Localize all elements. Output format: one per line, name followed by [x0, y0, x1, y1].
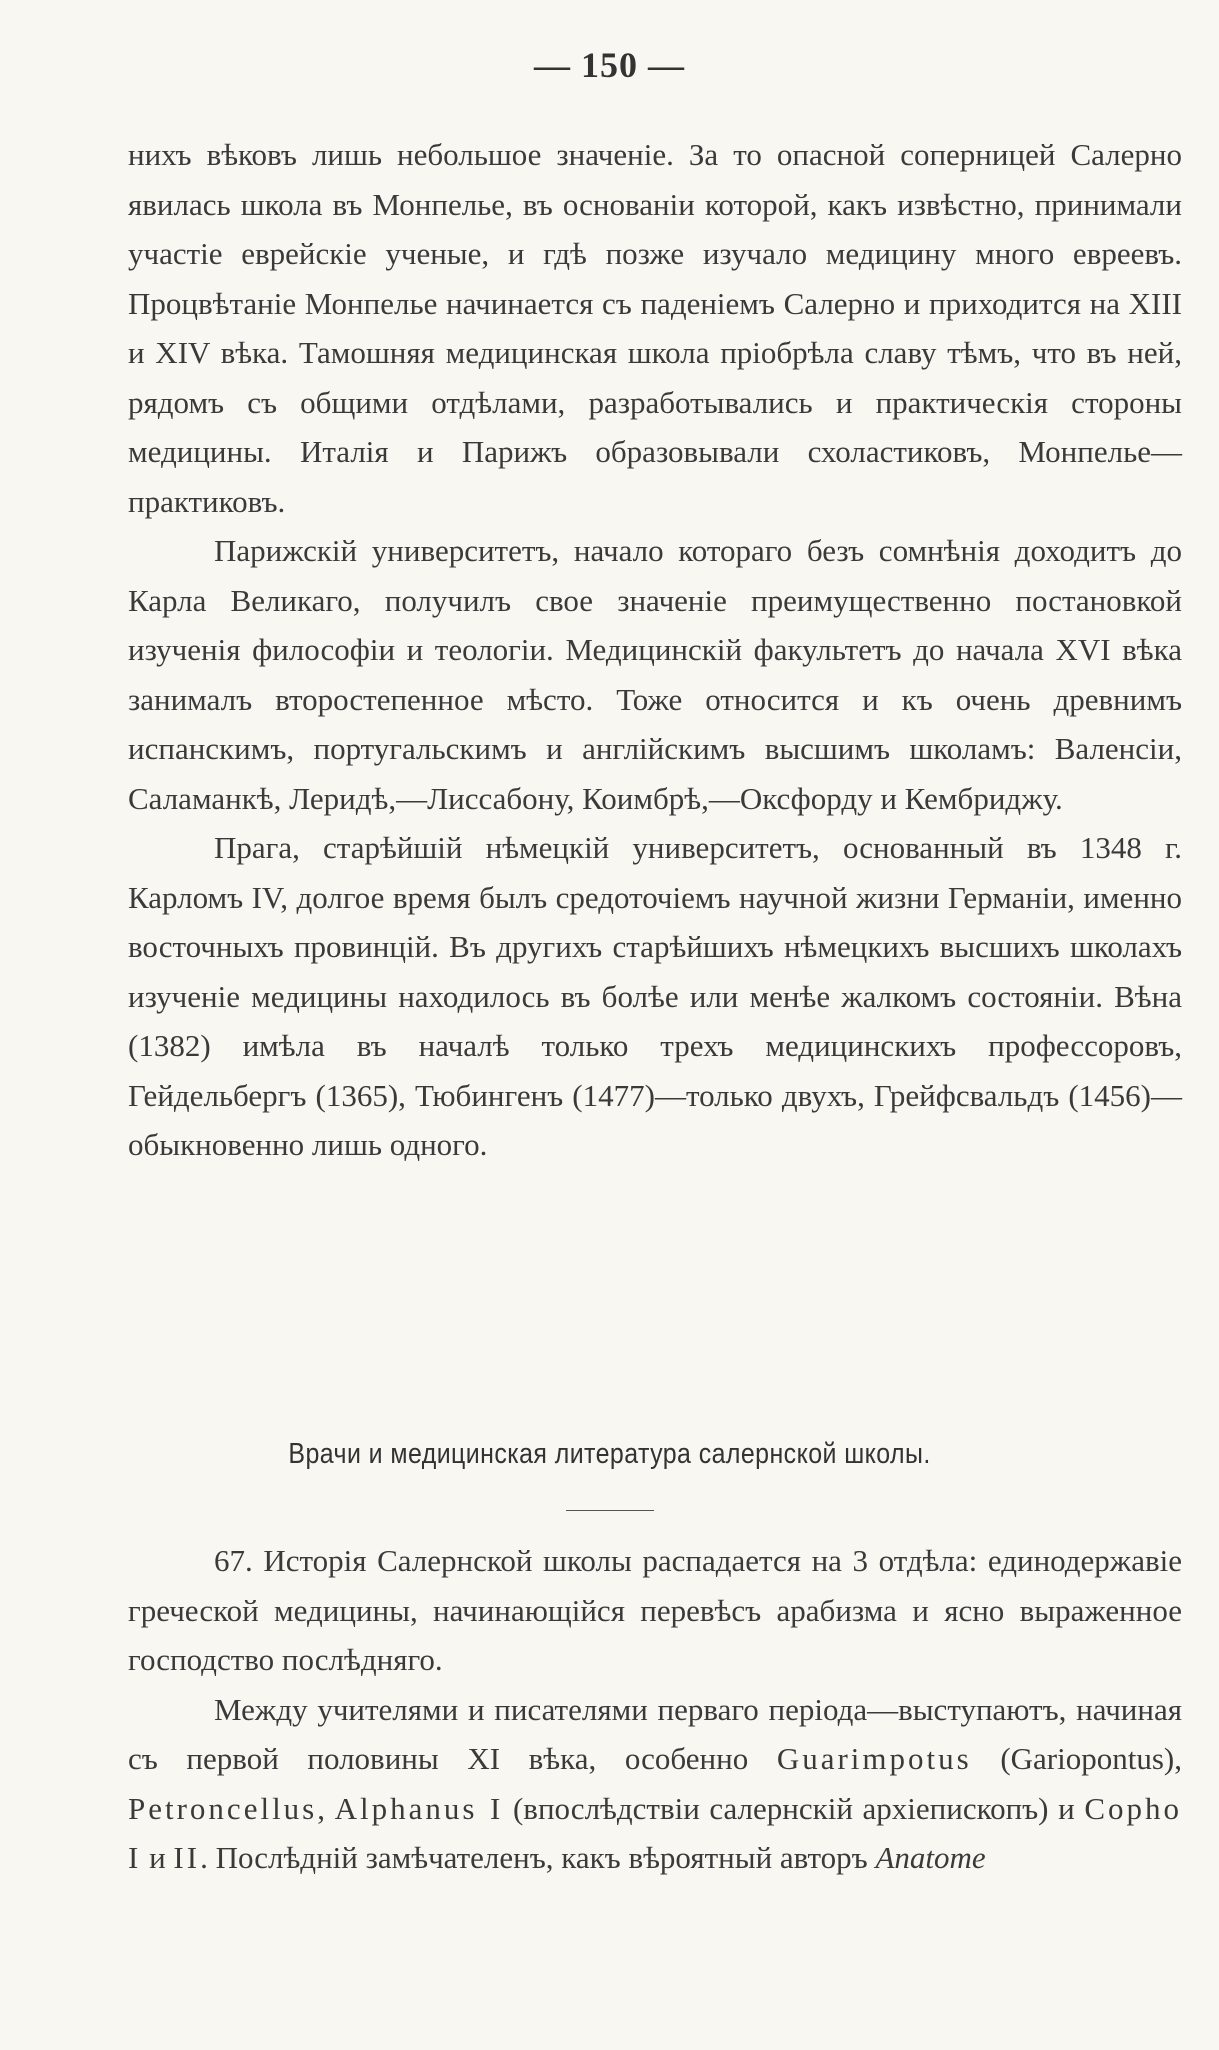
page-number: — 150 — — [534, 45, 685, 85]
paragraph-text-part: Между учителями и писателями перваго перiода—выступаютъ, начиная съ первой половины XI вѣка, особенно — [128, 1691, 1182, 1776]
work-title-anatome: Anatome — [875, 1840, 986, 1875]
heading-divider — [566, 1510, 654, 1511]
paragraph-text-part: , — [317, 1790, 335, 1826]
paragraph-67: 67. Исторiя Салернской школы распадается на 3 отдѣла: единодержавiе греческой медицины, начинающiйся перевѣсъ арабизма и ясно выраженное господство послѣдняго. — [128, 1543, 1182, 1677]
author-name-alphanus: Alphanus I — [334, 1790, 504, 1826]
body-text-top — [128, 130, 1182, 1170]
paragraph-text-part: и — [141, 1840, 174, 1875]
paragraph-text-part: (впослѣдствiи салернскiй архiепископъ) и — [503, 1790, 1085, 1826]
body-text-section — [128, 1536, 1182, 1883]
paragraph-text-part: (Gariopontus), — [971, 1741, 1182, 1776]
author-name-copho: Copho I — [128, 1790, 1183, 1875]
paragraph-continued: нихъ вѣковъ лишь небольшое значенiе. За то опасной соперницей Салерно явилась школа въ Монпелье, въ основанiи которой, какъ извѣстно, принимали участiе еврейскiе ученые, и гдѣ позже изучало медицину много евреевъ. Процвѣтанiе Монпелье начинается съ паденiемъ Салерно и приходится на XIII и XIV вѣка. Тамошняя медицинская школа прiобрѣла славу тѣмъ, что въ ней, рядомъ съ общими отдѣлами, разработывались и практическiя стороны медицины. Италiя и Парижъ образовывали схоластиковъ, Монпелье—практиковъ. — [128, 137, 1182, 519]
paragraph-first-period-authors — [128, 1685, 1182, 1883]
author-name-petroncellus: Petroncellus — [128, 1790, 318, 1826]
paragraph-paris-university: Парижскiй университетъ, начало котораго безъ сомнѣнiя доходитъ до Карла Великаго, получилъ свое значенiе преимущественно постановкой изученiя философiи и теологiи. Медицинскiй факультетъ до начала XVI вѣка занималъ второстепенное мѣсто. Тоже относится и къ очень древнимъ испанскимъ, португальскимъ и англiйскимъ высшимъ школамъ: Валенсiи, Саламанкѣ, Леридѣ,—Лиссабону, Коимбрѣ,—Оксфорду и Кембриджу. — [128, 533, 1182, 816]
paragraph-prague-university: Прага, старѣйшiй нѣмецкiй университетъ, основанный въ 1348 г. Карломъ IV, долгое время былъ средоточiемъ научной жизни Германiи, именно восточныхъ провинцiй. Въ другихъ старѣйшихъ нѣмецкихъ высшихъ школахъ изученiе медицины находилось въ болѣе или менѣе жалкомъ состоянiи. Вѣна (1382) имѣла въ началѣ только трехъ медицинскихъ профессоровъ, Гейдельбергъ (1365), Тюбингенъ (1477)—только двухъ, Грейфсвальдъ (1456)—обыкновенно лишь одного. — [128, 830, 1182, 1162]
author-name-guarimpotus: Guarimpotus — [776, 1741, 972, 1776]
paragraph-text-part: . Послѣднiй замѣчателенъ, какъ вѣроятный авторъ — [200, 1840, 876, 1875]
section-heading: Врачи и медицинская литература салернской школы. — [288, 1438, 931, 1470]
author-name-copho-ii: II — [173, 1840, 201, 1875]
